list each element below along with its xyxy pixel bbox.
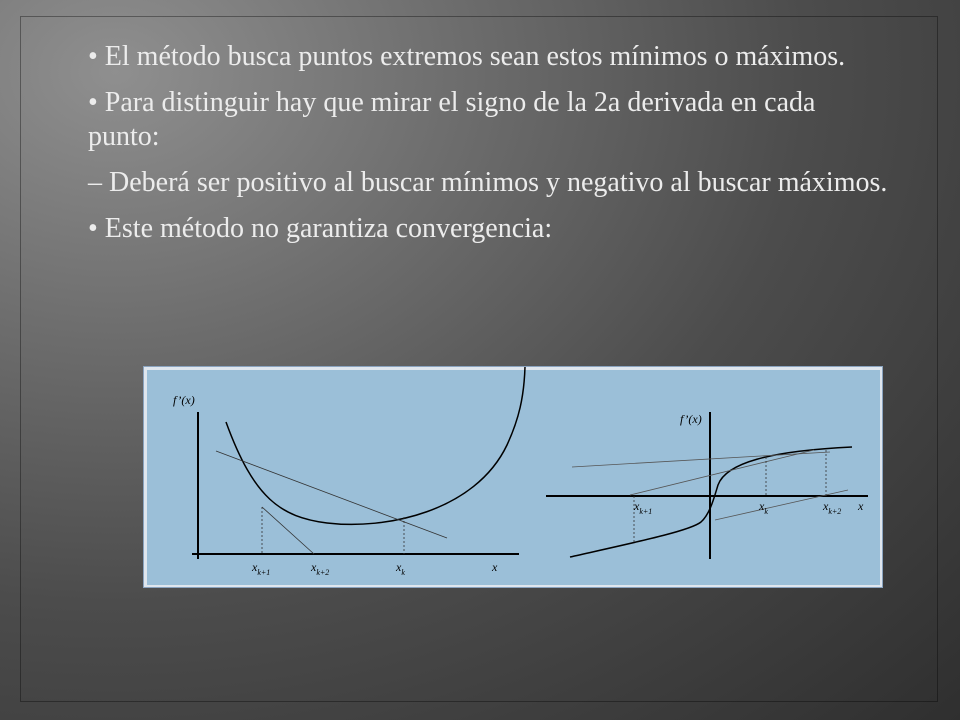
bullet-no-convergence: • Este método no garantiza convergencia: [88, 213, 553, 244]
slide-text [88, 40, 888, 258]
bullet-second-derivative: • Para distinguir hay que mirar el signo de la 2a derivada en cada punto: [88, 87, 816, 152]
right-xlabel: x [858, 499, 864, 513]
right-tick-xk: $x_k$ [759, 499, 768, 516]
right-tick-xk1: $x_{k+1}$ [634, 499, 653, 516]
figure-svg [144, 367, 884, 589]
left-xlabel: x [492, 560, 498, 574]
left-tick-xk1: $x_{k+1}$ [252, 560, 271, 577]
right-tick-xk2: $x_{k+2}$ [823, 499, 842, 516]
left-ylabel: f’(x) [173, 393, 195, 407]
sub-bullet-sign-rule: – Deberá ser positivo al buscar mínimos y negativo al buscar máximos. [88, 167, 888, 198]
left-tick-xk: $x_k$ [396, 560, 405, 577]
bullet-method-extremes: • El método busca puntos extremos sean estos mínimos o máximos. [88, 41, 846, 72]
right-ylabel: f’(x) [680, 412, 702, 426]
figure-panel [143, 366, 883, 588]
left-tick-xk2: $x_{k+2}$ [311, 560, 330, 577]
figure-background [147, 370, 880, 585]
